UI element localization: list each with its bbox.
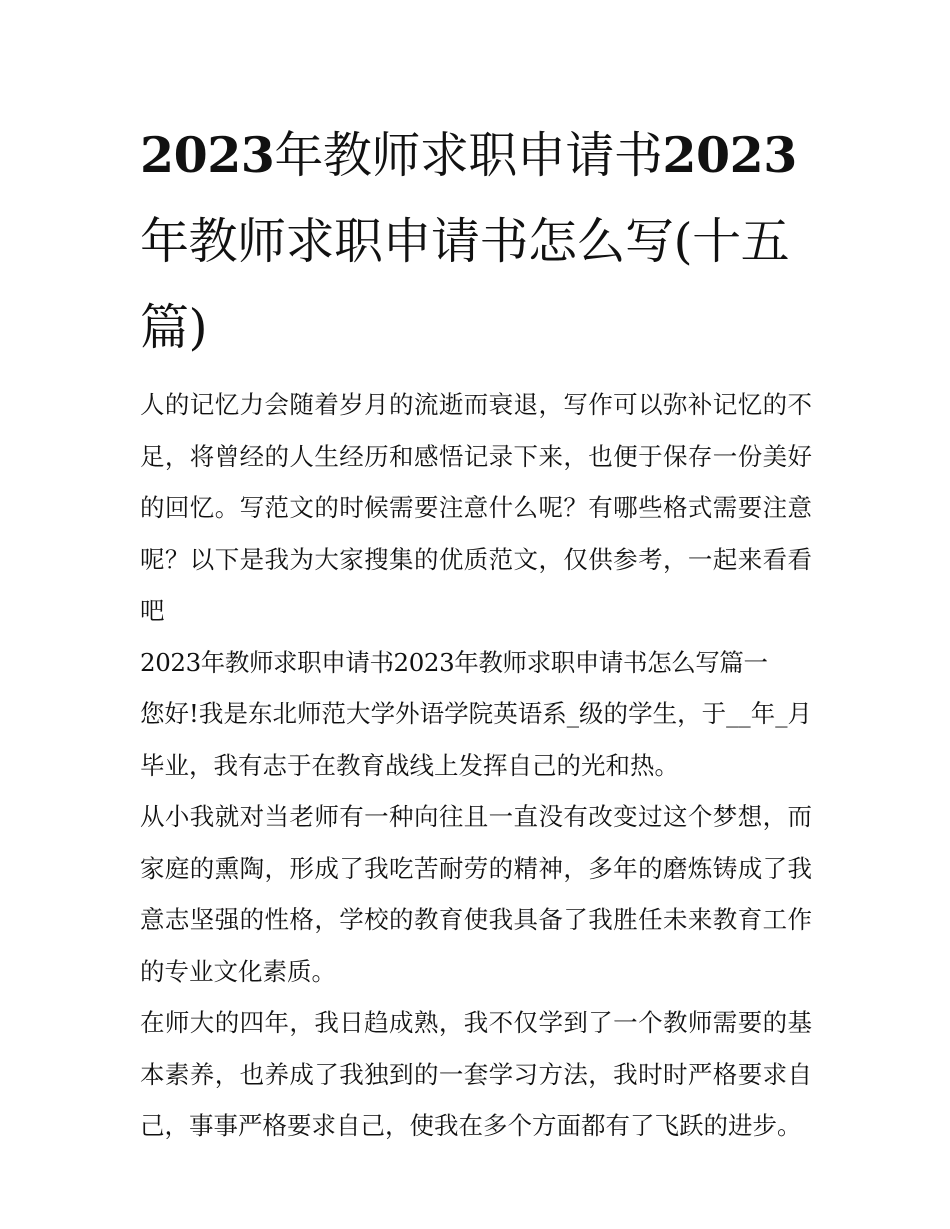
- section-heading: 2023年教师求职申请书2023年教师求职申请书怎么写篇一: [140, 647, 768, 677]
- body-paragraph: 在师大的四年，我日趋成熟，我不仅学到了一个教师需要的基本素养，也养成了我独到的一套学习方法，我时时严格要求自己，事事严格要求自己，使我在多个方面都有了飞跃的进步。: [140, 1008, 812, 1140]
- body-paragraph: 您好!我是东北师范大学外语学院英语系_级的学生，于__年_月毕业，我有志于在教育战线上发挥自己的光和热。: [140, 699, 812, 780]
- document-body: [140, 379, 812, 1152]
- document-page: [140, 112, 812, 1152]
- intro-paragraph: 人的记忆力会随着岁月的流逝而衰退，写作可以弥补记忆的不足，将曾经的人生经历和感悟记录下来，也便于保存一份美好的回忆。写范文的时候需要注意什么呢？有哪些格式需要注意呢？以下是我为大家搜集的优质范文，仅供参考，一起来看看吧: [140, 390, 812, 625]
- title-text-2: 年教师求职申请书怎么写(十五篇): [140, 213, 790, 356]
- title-text-1: 年教师求职申请书: [274, 127, 663, 184]
- document-title: [140, 112, 812, 371]
- title-year-2: 2023: [662, 126, 797, 184]
- body-paragraph: 从小我就对当老师有一种向往且一直没有改变过这个梦想，而家庭的熏陶，形成了我吃苦耐劳的精神，多年的磨炼铸成了我意志坚强的性格，学校的教育使我具备了我胜任未来教育工作的专业文化素质。: [140, 802, 812, 986]
- title-year-1: 2023: [140, 126, 275, 184]
